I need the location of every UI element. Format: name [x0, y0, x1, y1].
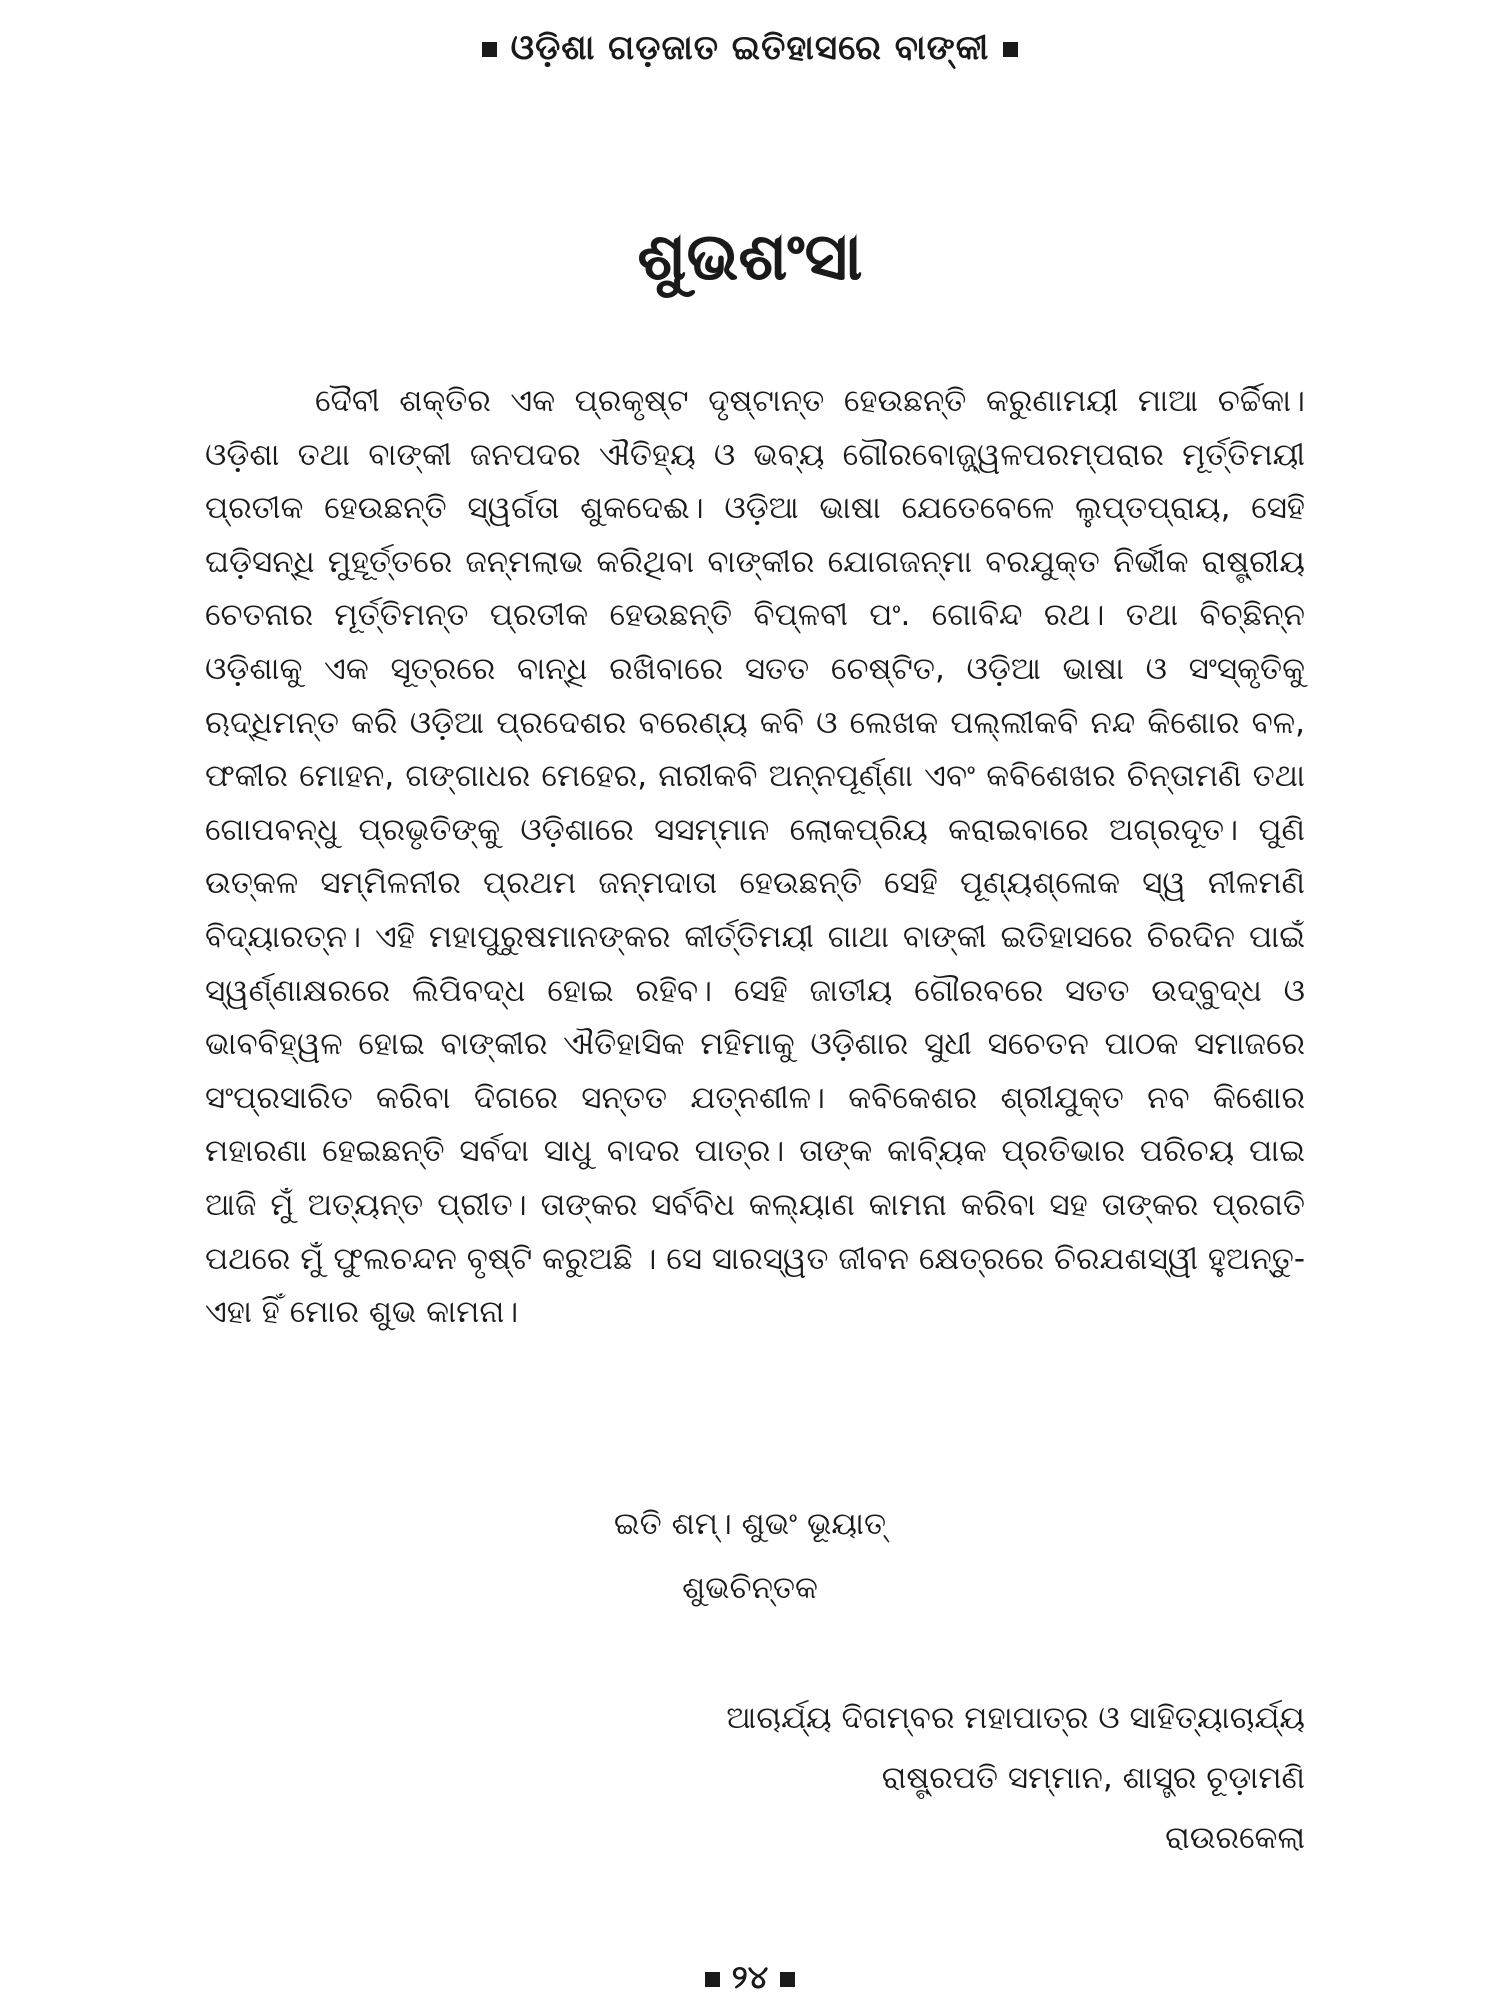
bullet-square-icon: [1003, 42, 1018, 57]
body-paragraph: ଦୈବୀ ଶକ୍ତିର ଏକ ପ୍ରକୃଷ୍ଟ ଦୃଷ୍ଟାନ୍ତ ହେଉଛନ୍ତି କରୁଣାମୟୀ ମାଆ ଚର୍ଚ୍ଚିକା। ଓଡ଼ିଶା ତଥା ବାଙ୍କୀ ଜନପଦର ଐତିହ୍ୟ ଓ ଭବ୍ୟ ଗୌରବୋଜ୍ଜ୍ୱଳପରମ୍ପରାର ମୂର୍ତ୍ତିମୟୀ ପ୍ରତୀକ ହେଉଛନ୍ତି ସ୍ୱର୍ଗତା ଶୁକଦେଈ। ଓଡ଼ିଆ ଭାଷା ଯେତେବେଳେ ଲୁପ୍ତପ୍ରାୟ, ସେହି ଘଡ଼ିସନ୍ଧି ମୁହୂର୍ତ୍ତରେ ଜନ୍ମଲାଭ କରିଥିବା ବାଙ୍କୀର ଯୋଗଜନ୍ମା ବରଯୁକ୍ତ ନିର୍ଭୀକ ରାଷ୍ଟ୍ରୀୟ ଚେତନାର ମୂର୍ତ୍ତିମନ୍ତ ପ୍ରତୀକ ହେଉଛନ୍ତି ବିପ୍ଳବୀ ପଂ. ଗୋବିନ୍ଦ ରଥ। ତଥା ବିଚ୍ଛିନ୍ନ ଓଡ଼ିଶାକୁ ଏକ ସୂତ୍ରରେ ବାନ୍ଧି ରଖିବାରେ ସତତ ଚେଷ୍ଟିତ, ଓଡ଼ିଆ ଭାଷା ଓ ସଂସ୍କୃତିକୁ ଋଦ୍ଧିମନ୍ତ କରି ଓଡ଼ିଆ ପ୍ରଦେଶର ବରେଣ୍ୟ କବି ଓ ଲେଖକ ପଲ୍ଲୀକବି ନନ୍ଦ କିଶୋର ବଳ, ଫକୀର ମୋହନ, ଗଙ୍ଗାଧର ମେହେର, ନାରୀକବି ଅନ୍ନପୂର୍ଣ୍ଣା ଏବଂ କବିଶେଖର ଚିନ୍ତାମଣି ତଥା ଗୋପବନ୍ଧୁ ପ୍ରଭୃତିଙ୍କୁ ଓଡ଼ିଶାରେ ସସମ୍ମାନ ଲୋକପ୍ରିୟ କରାଇବାରେ ଅଗ୍ରଦୂତ। ପୁଣି ଉତ୍କଳ ସମ୍ମିଳନୀର ପ୍ରଥମ ଜନ୍ମଦାତା ହେଉଛନ୍ତି ସେହି ପୂଣ୍ୟଶ୍ଳୋକ ସ୍ୱ ନୀଳମଣି ବିଦ୍ୟାରତ୍ନ। ଏହି ମହାପୁରୁଷମାନଙ୍କର କୀର୍ତ୍ତିମୟୀ ଗାଥା ବାଙ୍କୀ ଇତିହାସରେ ଚିରଦିନ ପାଇଁ ସ୍ୱର୍ଣ୍ଣାକ୍ଷରରେ ଲିପିବଦ୍ଧ ହୋଇ ରହିବ। ସେହି ଜାତୀୟ ଗୌରବରେ ସତତ ଉଦ୍‌ବୁଦ୍ଧ ଓ ଭାବବିହ୍ୱଳ ହୋଇ ବାଙ୍କୀର ଐତିହାସିକ ମହିମାକୁ ଓଡ଼ିଶାର ସୁଧୀ ସଚେତନ ପାଠକ ସମାଜରେ ସଂପ୍ରସାରିତ କରିବା ଦିଗରେ ସନ୍ତତ ଯତ୍ନଶୀଳ। କବିକେଶର ଶ୍ରୀଯୁକ୍ତ ନବ କିଶୋର ମହାରଣା ହେଇଛନ୍ତି ସର୍ବଦା ସାଧୁ ବାଦର ପାତ୍ର। ତାଙ୍କ କାବ୍ୟିକ ପ୍ରତିଭାର ପରିଚୟ ପାଇ ଆଜି ମୁଁ ଅତ୍ୟନ୍ତ ପ୍ରୀତ। ତାଙ୍କର ସର୍ବବିଧ କଲ୍ୟାଣ କାମନା କରିବା ସହ ତାଙ୍କର ପ୍ରଗତି ପଥରେ ମୁଁ ଫୁଲଚନ୍ଦନ ବୃଷ୍ଟି କରୁଅଛି । ସେ ସାରସ୍ୱତ ଜୀବନ କ୍ଷେତ୍ରରେ ଚିରଯଶସ୍ୱୀ ହୁଅନ୍ତୁ-ଏହା ହିଁ ମୋର ଶୁଭ କାମନା।: [205, 383, 1305, 1331]
running-header: [0, 28, 1500, 68]
page-number: ୨୪: [731, 1958, 769, 1996]
running-header-title: ଓଡ଼ିଶା ଗଡ଼ଜାତ ଇତିହାସରେ ବାଙ୍କୀ: [510, 28, 990, 68]
bullet-square-icon: [705, 1972, 720, 1987]
bullet-square-icon: [482, 42, 497, 57]
closing-blessing: ଇତି ଶମ୍। ଶୁଭଂ ଭୂୟାତ୍: [613, 1506, 887, 1542]
bullet-square-icon: [780, 1972, 795, 1987]
signature-honours: ରାଷ୍ଟ୍ରପତି ସମ୍ମାନ, ଶାସ୍ତ୍ର ଚୂଡ଼ାମଣି: [881, 1760, 1305, 1796]
signature-place: ରାଉରକେଲା: [1165, 1820, 1305, 1856]
page-footer: [0, 1958, 1500, 1997]
signature-name: ଆଚାର୍ଯ୍ୟ ଦିଗମ୍ବର ମହାପାତ୍ର ଓ ସାହିତ୍ୟାଚାର୍ଯ୍ୟ: [726, 1700, 1305, 1736]
page-title: ଶୁଭଶଂସା: [637, 218, 863, 295]
closing-well-wisher: ଶୁଭଚିନ୍ତକ: [682, 1570, 818, 1606]
